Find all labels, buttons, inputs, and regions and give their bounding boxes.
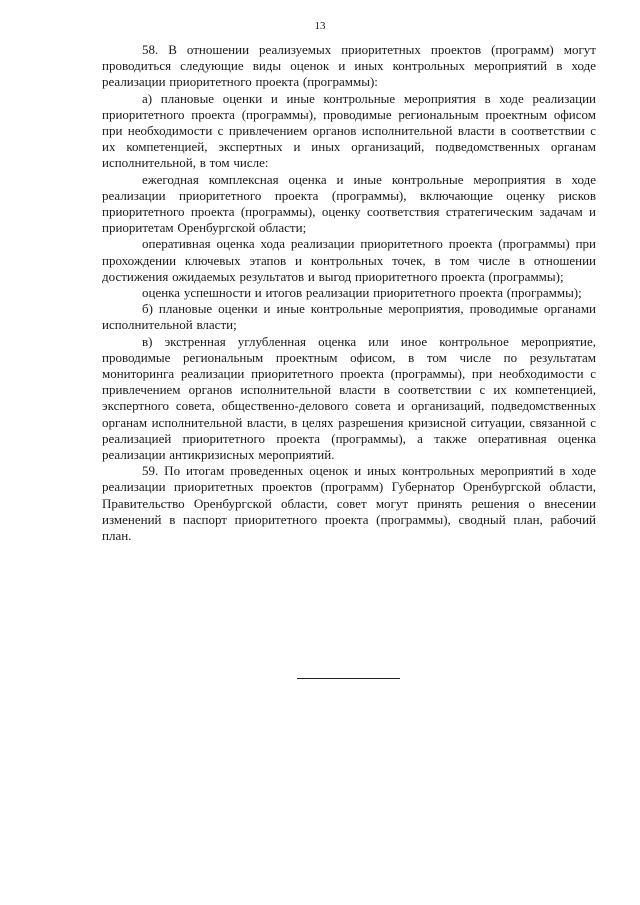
- paragraph-58-intro: 58. В отношении реализуемых приоритетных проектов (программ) могут проводиться следующие виды оценок и иных контрольных мероприятий в ходе реализации приоритетного проекта (программы):: [102, 42, 596, 90]
- paragraph-operational-assessment: оперативная оценка хода реализации приоритетного проекта (программы) при прохождении ключевых этапов и контрольных точек, в том числе в отношении достижения ожидаемых результатов и выгод приоритетного проекта (программы);: [102, 236, 596, 284]
- paragraph-item-v: в) экстренная углубленная оценка или иное контрольное мероприятие, проводимые региональным проектным офисом, в том числе по результатам мониторинга реализации приоритетного проекта (программы), при необходимости с привлечением органов исполнительной власти в соответствии с их компетенцией, экспертного совета, общественно-делового совета и организаций, подведомственных органам исполнительной власти, в целях разрешения кризисной ситуации, связанной с реализацией приоритетного проекта (программы), а также оперативная оценка реализации антикризисных мероприятий.: [102, 333, 596, 463]
- paragraph-item-b: б) плановые оценки и иные контрольные мероприятия, проводимые органами исполнительной власти;: [102, 301, 596, 333]
- paragraph-success-assessment: оценка успешности и итогов реализации приоритетного проекта (программы);: [142, 285, 582, 301]
- paragraph-annual-assessment: ежегодная комплексная оценка и иные контрольные мероприятия в ходе реализации приоритетного проекта (программы), включающие оценку рисков приоритетного проекта (программы), оценку соответствия стратегическим задачам и приоритетам Оренбургской области;: [102, 171, 596, 236]
- document-body: [102, 42, 596, 544]
- page-number: 13: [314, 20, 326, 32]
- paragraph-item-a: а) плановые оценки и иные контрольные мероприятия в ходе реализации приоритетного проекта (программы), проводимые региональным проектным офисом при необходимости с привлечением органов исполнительной власти в соответствии с их компетенцией, экспертных и иных организаций, подведомственных органам исполнительной, в том числе:: [102, 90, 596, 171]
- paragraph-59: 59. По итогам проведенных оценок и иных контрольных мероприятий в ходе реализации приоритетных проектов (программ) Губернатор Оренбургской области, Правительство Оренбургской области, совет могут принять решения о внесении изменений в паспорт приоритетного проекта (программы), сводный план, рабочий план.: [102, 463, 596, 544]
- closing-divider: [297, 678, 400, 679]
